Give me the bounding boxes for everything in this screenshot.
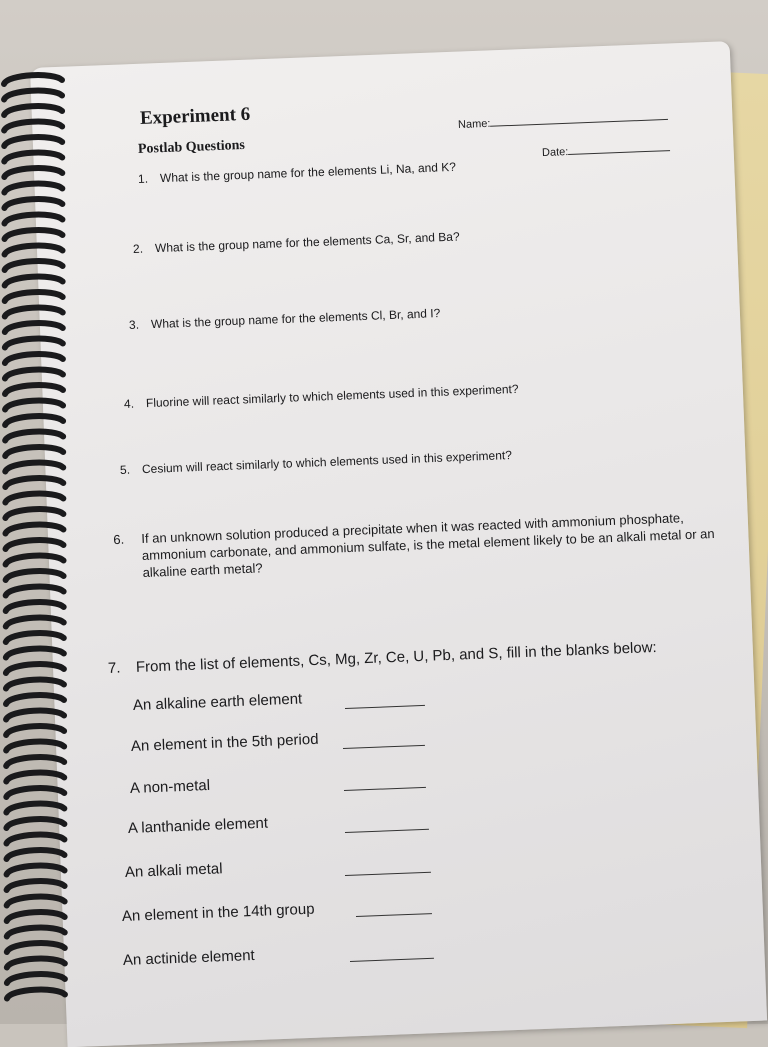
coil-loop — [4, 199, 62, 208]
blank-label-5th-period: An element in the 5th period — [130, 730, 319, 755]
page-title: Experiment 6 — [139, 103, 251, 129]
coil-loop — [5, 230, 63, 239]
question-number: 6. — [113, 531, 125, 548]
coil-loop — [5, 525, 63, 534]
coil-loop — [6, 633, 64, 642]
coil-loop — [5, 292, 63, 301]
question-number: 1. — [137, 171, 149, 186]
question-text: Cesium will react similarly to which elements used in this experiment? — [141, 447, 513, 477]
coil-loop — [6, 556, 64, 565]
question-number: 7. — [107, 659, 121, 677]
coil-loop — [5, 401, 63, 410]
coil-loop — [4, 91, 62, 100]
page-subtitle: Postlab Questions — [137, 137, 246, 157]
coil-loop — [7, 866, 65, 875]
blank-label-alkali-metal: An alkali metal — [124, 860, 223, 881]
coil-loop — [6, 618, 64, 627]
coil-loop — [4, 122, 62, 131]
coil-loop — [4, 137, 62, 146]
coil-loop — [7, 897, 65, 906]
coil-loop — [5, 432, 63, 441]
coil-loop — [6, 587, 64, 596]
question-number: 3. — [128, 317, 140, 332]
coil-loop — [7, 850, 65, 859]
coil-loop — [6, 571, 64, 580]
coil-loop — [5, 494, 63, 503]
coil-loop — [5, 447, 63, 456]
coil-loop — [7, 943, 65, 952]
coil-loop — [5, 339, 63, 348]
coil-loop — [6, 649, 64, 658]
question-number: 4. — [123, 396, 135, 411]
question-text: If an unknown solution produced a precipitate when it was reacted with ammonium phosphate, ammonium carbonate, and ammonium sulfate, is the metal element likely to be an alkali metal or an alkaline earth metal? — [141, 510, 715, 580]
coil-loop — [6, 711, 64, 720]
coil-loop — [6, 773, 64, 782]
coil-loop — [6, 804, 64, 813]
coil-loop — [5, 354, 63, 363]
coil-loop — [6, 835, 64, 844]
coil-loop — [4, 75, 62, 84]
coil-loop — [7, 881, 65, 890]
coil-loop — [7, 990, 65, 999]
date-label: Date: — [541, 145, 569, 159]
blank-label-actinide: An actinide element — [122, 946, 255, 969]
spiral-binding — [0, 70, 70, 1024]
coil-loop — [4, 106, 62, 115]
coil-loop — [4, 215, 62, 224]
coil-loop — [6, 540, 64, 549]
coil-loop — [6, 695, 64, 704]
coil-loop — [7, 959, 65, 968]
question-text: What is the group name for the elements Li, Na, and K? — [159, 159, 457, 186]
name-label: Name: — [457, 117, 491, 131]
blank-label-non-metal: A non-metal — [129, 776, 211, 797]
coil-loop — [5, 370, 63, 379]
blank-label-alkaline-earth: An alkaline earth element — [132, 690, 303, 714]
coil-loop — [5, 323, 63, 332]
coil-loop — [4, 168, 62, 177]
coil-loop — [6, 602, 64, 611]
coil-loop — [5, 385, 63, 394]
coil-loop — [6, 742, 64, 751]
question-text: What is the group name for the elements Ca, Sr, and Ba? — [154, 229, 460, 256]
coil-loop — [5, 261, 63, 270]
coil-loop — [6, 757, 64, 766]
question-text: What is the group name for the elements Cl, Br, and I? — [150, 306, 441, 332]
coil-loop — [5, 416, 63, 425]
coil-loop — [5, 308, 63, 317]
coil-loop — [5, 478, 63, 487]
coil-loop — [4, 184, 62, 193]
coil-loop — [6, 726, 64, 735]
blank-label-14th-group: An element in the 14th group — [121, 900, 315, 925]
coil-loop — [5, 246, 63, 255]
coil-loop — [7, 928, 65, 937]
coil-loop — [5, 463, 63, 472]
question-number: 5. — [119, 462, 131, 477]
coil-loop — [6, 664, 64, 673]
coil-loop — [6, 819, 64, 828]
coil-loop — [6, 680, 64, 689]
coil-loop — [7, 912, 65, 921]
blank-label-lanthanide: A lanthanide element — [127, 814, 269, 837]
coil-loop — [5, 277, 63, 286]
question-text: Fluorine will react similarly to which elements used in this experiment? — [145, 381, 519, 411]
coil-loop — [7, 974, 65, 983]
coil-loop — [4, 153, 62, 162]
question-number: 2. — [132, 241, 144, 256]
coil-loop — [6, 788, 64, 797]
coil-loop — [5, 509, 63, 518]
question-text: From the list of elements, Cs, Mg, Zr, Ce, U, Pb, and S, fill in the blanks below: — [135, 638, 657, 676]
